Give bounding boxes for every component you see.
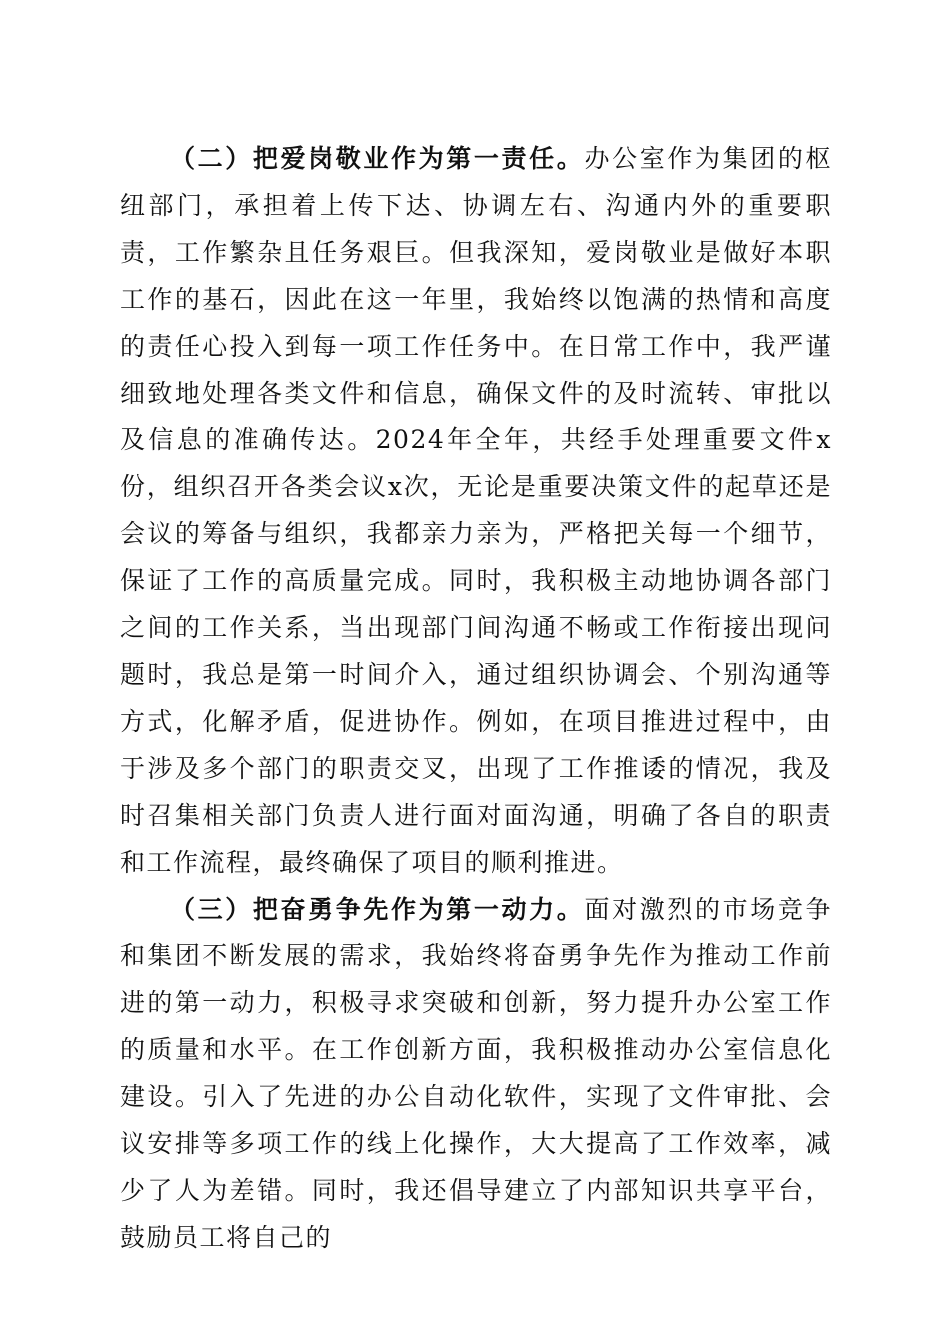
paragraph-heading: （三）把奋勇争先作为第一动力。 (170, 894, 585, 924)
paragraph-motivation (120, 887, 832, 1262)
document-body (120, 136, 832, 1262)
paragraph-heading: （二）把爱岗敬业作为第一责任。 (170, 144, 585, 173)
paragraph-text: 办公室作为集团的枢纽部门，承担着上传下达、协调左右、沟通内外的重要职责，工作繁杂且任务艰巨。但我深知，爱岗敬业是做好本职工作的基石，因此在这一年里，我始终以饱满的热情和高度的责任心投入到每一项工作任务中。在日常工作中，我严谨细致地处理各类文件和信息，确保文件的及时流转、审批以及信息的准确传达。2024年全年，共经手处理重要文件x份，组织召开各类会议x次，无论是重要决策文件的起草还是会议的筹备与组织，我都亲力亲为，严格把关每一个细节，保证了工作的高质量完成。同时，我积极主动地协调各部门之间的工作关系，当出现部门间沟通不畅或工作衔接出现问题时，我总是第一时间介入，通过组织协调会、个别沟通等方式，化解矛盾，促进协作。例如，在项目推进过程中，由于涉及多个部门的职责交叉，出现了工作推诿的情况，我及时召集相关部门负责人进行面对面沟通，明确了各自的职责和工作流程，最终确保了项目的顺利推进。 (120, 144, 832, 877)
paragraph-text: 面对激烈的市场竞争和集团不断发展的需求，我始终将奋勇争先作为推动工作前进的第一动力，积极寻求突破和创新，努力提升办公室工作的质量和水平。在工作创新方面，我积极推动办公室信息化建设。引入了先进的办公自动化软件，实现了文件审批、会议安排等多项工作的线上化操作，大大提高了工作效率，减少了人为差错。同时，我还倡导建立了内部知识共享平台，鼓励员工将自己的 (120, 894, 832, 1252)
paragraph-responsibility (120, 136, 832, 887)
